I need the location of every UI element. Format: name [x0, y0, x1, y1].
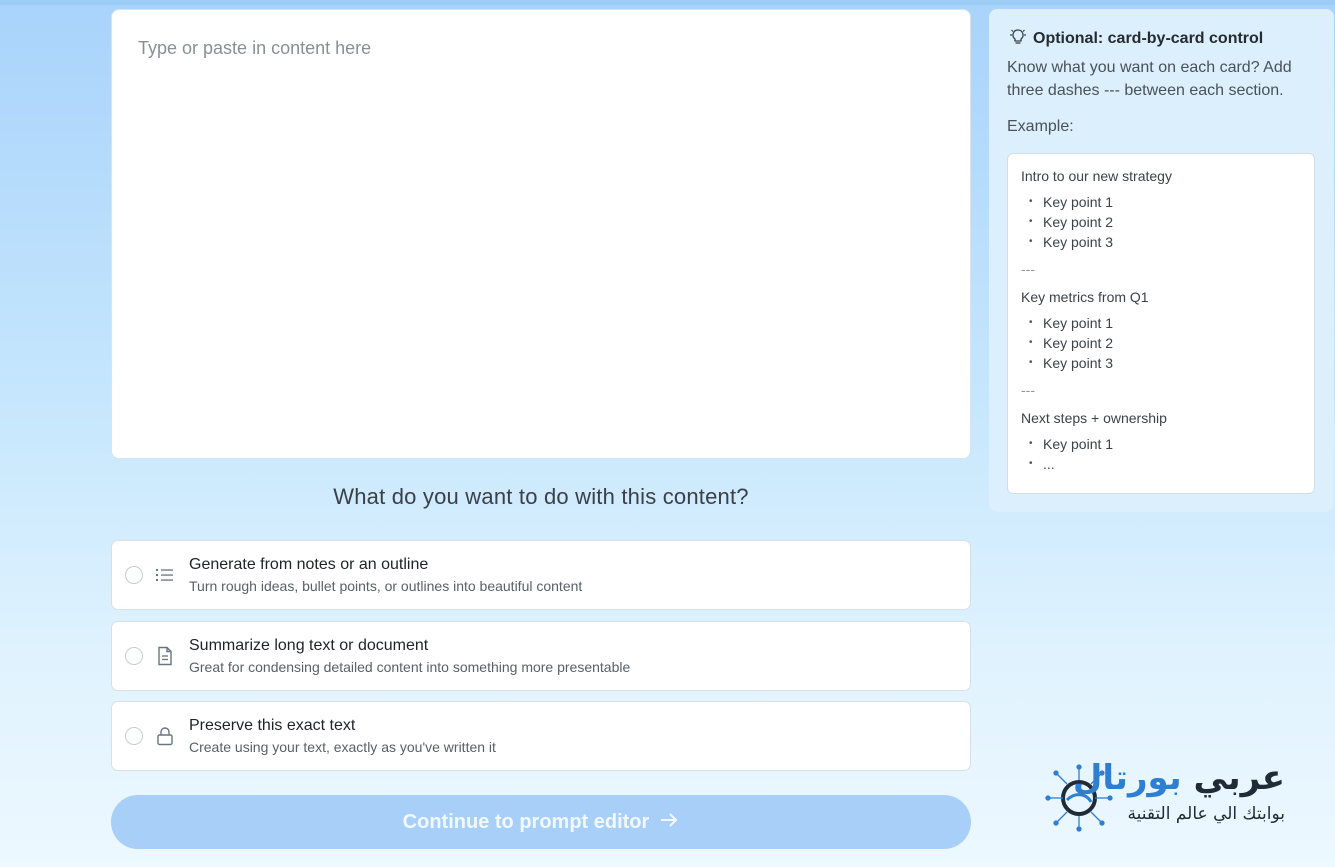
content-question-heading: What do you want to do with this content?: [333, 484, 749, 509]
list-icon: [155, 565, 175, 585]
list-item: • Key point 1: [1029, 313, 1301, 333]
panel-description: Know what you want on each card? Add three dashes --- between each section.: [1007, 59, 1292, 99]
example-list: [1029, 192, 1301, 252]
continue-button[interactable]: [111, 795, 971, 849]
watermark-title-blue: بورتال: [1072, 758, 1182, 798]
example-box: [1007, 153, 1315, 494]
watermark-title: [1073, 758, 1285, 798]
option-preserve-text[interactable]: [111, 701, 971, 771]
radio-button[interactable]: [125, 566, 143, 584]
arrow-right-icon: [659, 811, 679, 834]
list-item: • ...: [1029, 454, 1301, 474]
lightbulb-icon: [1007, 27, 1029, 50]
watermark-title-dark: عربي: [1193, 758, 1285, 798]
watermark-tagline: بوابتك الي عالم التقنية: [1127, 804, 1285, 824]
radio-button[interactable]: [125, 727, 143, 745]
list-item: • Key point 1: [1029, 434, 1301, 454]
example-divider: ---: [1021, 261, 1035, 277]
example-list: [1029, 434, 1301, 474]
list-item: • Key point 2: [1029, 333, 1301, 353]
list-item: • Key point 2: [1029, 212, 1301, 232]
example-section-title: Intro to our new strategy: [1021, 168, 1172, 184]
list-item: • Key point 3: [1029, 353, 1301, 373]
example-section-title: Next steps + ownership: [1021, 410, 1167, 426]
panel-title: Optional: card-by-card control: [1033, 29, 1264, 47]
top-border: [0, 0, 1335, 5]
continue-button-label: Continue to prompt editor: [402, 810, 650, 833]
list-item: • Key point 1: [1029, 192, 1301, 212]
radio-button[interactable]: [125, 647, 143, 665]
watermark-logo: [1045, 758, 1315, 838]
option-summarize[interactable]: [111, 621, 971, 691]
example-section-title: Key metrics from Q1: [1021, 289, 1149, 305]
card-control-panel: [989, 9, 1334, 512]
option-generate-from-notes[interactable]: [111, 540, 971, 610]
option-title: Preserve this exact text: [189, 717, 356, 734]
option-title: Generate from notes or an outline: [189, 556, 429, 573]
document-icon: [155, 646, 175, 666]
option-description: Turn rough ideas, bullet points, or outlines into beautiful content: [189, 578, 583, 594]
example-divider: ---: [1021, 382, 1035, 398]
list-item: • Key point 3: [1029, 232, 1301, 252]
option-title: Summarize long text or document: [189, 637, 429, 654]
option-description: Great for condensing detailed content into something more presentable: [189, 659, 631, 675]
content-input[interactable]: [138, 38, 944, 430]
example-list: [1029, 313, 1301, 373]
example-label: Example:: [1007, 118, 1074, 135]
content-editor[interactable]: [111, 9, 971, 459]
option-description: Create using your text, exactly as you've written it: [189, 739, 496, 755]
lock-icon: [155, 726, 175, 746]
